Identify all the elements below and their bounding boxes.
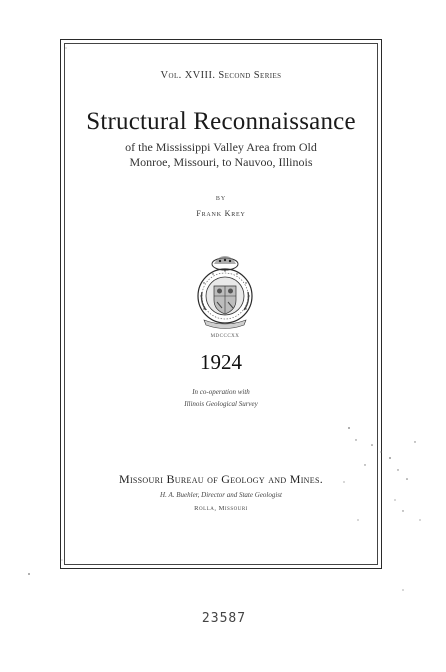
missouri-state-seal-icon <box>192 252 258 344</box>
series-line: Vol. XVIII. Second Series <box>160 70 282 81</box>
publisher-bureau: Missouri Bureau of Geology and Mines. <box>119 472 323 486</box>
place-of-publication: Rolla, Missouri <box>194 505 248 512</box>
director-line: H. A. Buehler, Director and State Geologist <box>160 491 282 499</box>
seal-caption: MDCCCXX <box>210 334 240 339</box>
page-title: Structural Reconnaissance <box>86 108 356 135</box>
accession-number: 23587 <box>201 611 247 626</box>
by-label: BY <box>215 196 227 202</box>
subtitle-line-2: Monroe, Missouri, to Nauvoo, Illinois <box>129 155 313 169</box>
state-seal <box>192 252 258 344</box>
publication-year: 1924 <box>200 350 242 374</box>
cooperation-line-2: Illinois Geological Survey <box>184 400 258 408</box>
cooperation-line-1: In co-operation with <box>192 388 250 396</box>
author-name: Frank Krey <box>196 209 246 218</box>
subtitle-line-1: of the Mississippi Valley Area from Old <box>125 140 317 154</box>
